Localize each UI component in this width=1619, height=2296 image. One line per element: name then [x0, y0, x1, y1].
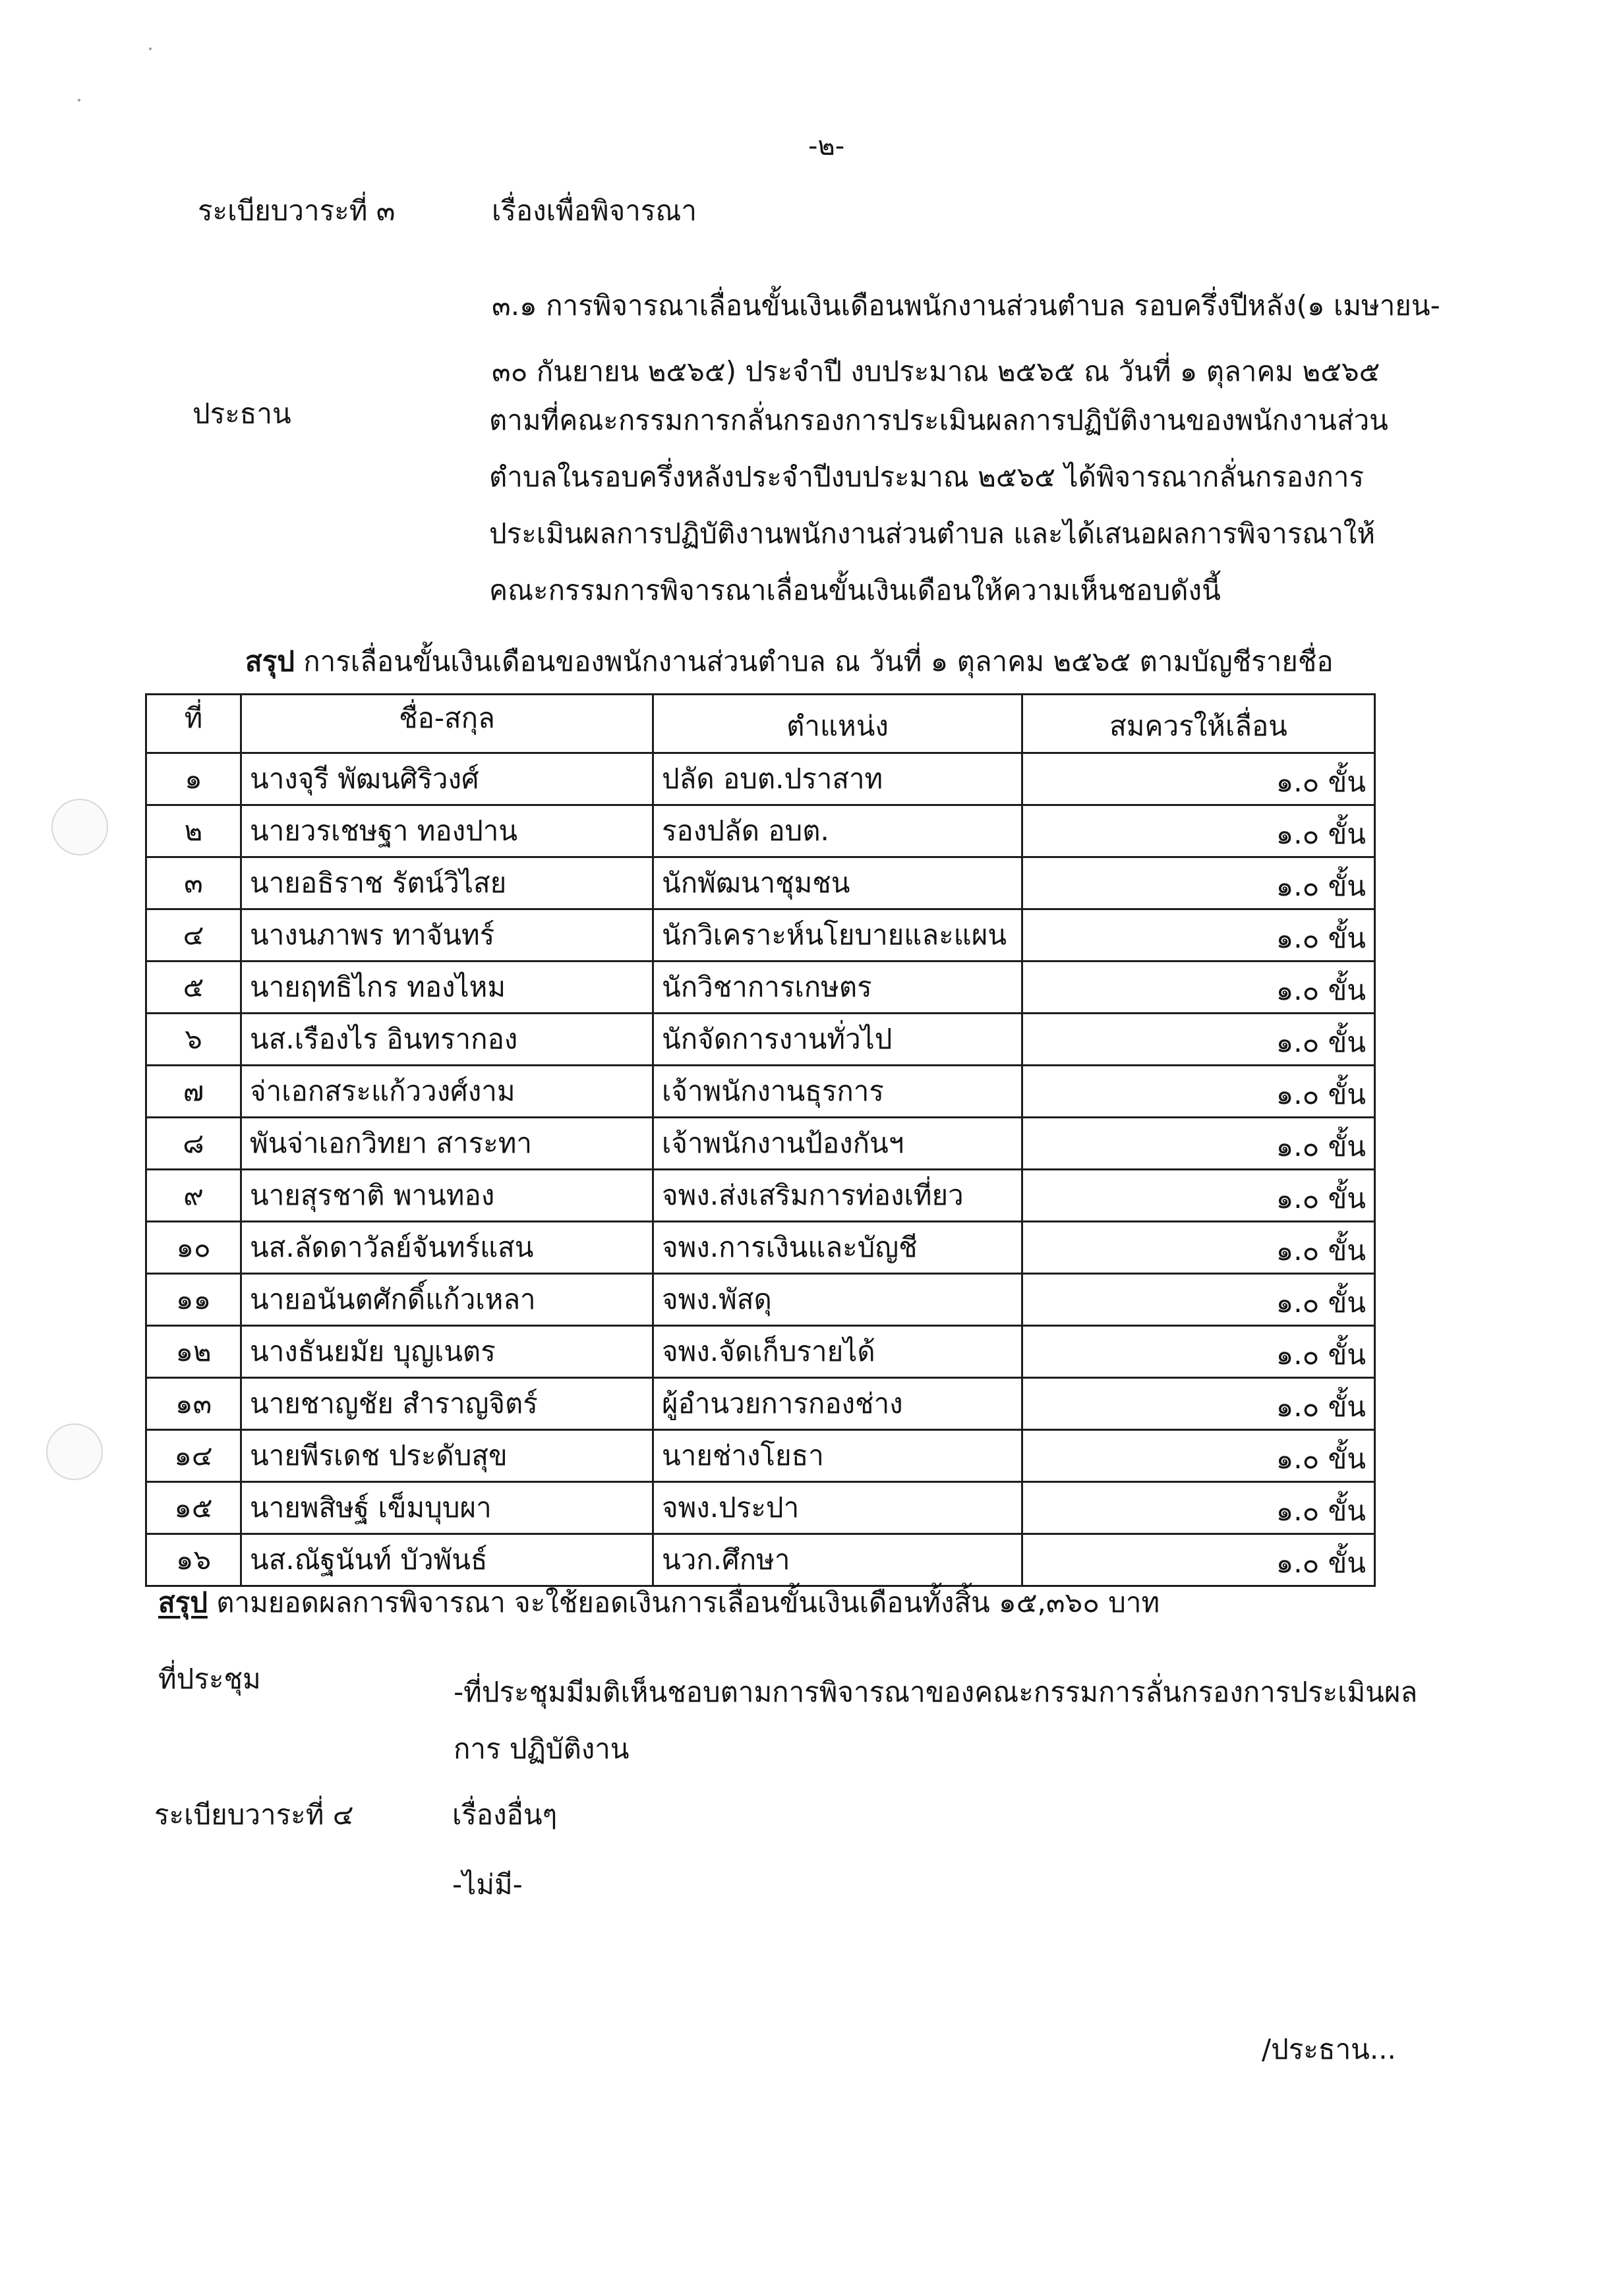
table-row — [146, 1066, 1375, 1118]
table-row — [146, 1014, 1375, 1066]
meeting-line2: การ ปฏิบัติงาน — [454, 1733, 630, 1765]
cell-position: ปลัด อบต.ปราสาท — [653, 753, 1022, 805]
cell-position: จพง.พัสดุ — [653, 1274, 1022, 1326]
cell-position: จพง.ประปา — [653, 1482, 1022, 1534]
header-name: ชื่อ-สกุล — [241, 695, 653, 753]
chair-line: คณะกรรมการพิจารณาเลื่อนขั้นเงินเดือนให้ความเห็นชอบดังนี้ — [489, 574, 1221, 606]
agenda4-label: ระเบียบวาระที่ ๔ — [154, 1798, 354, 1831]
cell-no: ๕ — [146, 961, 241, 1014]
header-no: ที่ — [146, 695, 241, 753]
chair-line: ตำบลในรอบครึ่งหลังประจำปีงบประมาณ ๒๕๖๕ ได้พิจารณากลั่นกรองการ — [489, 461, 1364, 493]
cell-position: จพง.การเงินและบัญชี — [653, 1222, 1022, 1274]
cell-name: นายวรเชษฐา ทองปาน — [241, 805, 653, 857]
cell-no: ๑๕ — [146, 1482, 241, 1534]
cell-no: ๙ — [146, 1170, 241, 1222]
table-row — [146, 1482, 1375, 1534]
table-row — [146, 753, 1375, 805]
summary2 — [158, 1584, 1160, 1621]
cell-no: ๔ — [146, 909, 241, 961]
summary1 — [245, 643, 1334, 680]
cell-position: ผู้อำนวยการกองช่าง — [653, 1378, 1022, 1430]
cell-name: พันจ่าเอกวิทยา สาระทา — [241, 1118, 653, 1170]
table-row — [146, 1534, 1375, 1586]
cell-name: นางนภาพร ทาจันทร์ — [241, 909, 653, 961]
cell-name: นางจุรี พัฒนศิริวงศ์ — [241, 753, 653, 805]
cell-name: นายพสิษฐ์ เข็มบุบผา — [241, 1482, 653, 1534]
cell-result: ๑.๐ ขั้น — [1022, 1014, 1375, 1066]
cell-name: นายพีรเดช ประดับสุข — [241, 1430, 653, 1482]
cell-no: ๑๒ — [146, 1326, 241, 1378]
table-header-row — [146, 695, 1375, 753]
table-row — [146, 1274, 1375, 1326]
cell-no: ๑๖ — [146, 1534, 241, 1586]
punch-hole-top — [51, 799, 108, 855]
summary1-label: สรุป — [245, 645, 295, 677]
cell-result: ๑.๐ ขั้น — [1022, 1378, 1375, 1430]
chair-line: ตามที่คณะกรรมการกลั่นกรองการประเมินผลการปฏิบัติงานของพนักงานส่วน — [489, 404, 1388, 436]
table-row — [146, 1378, 1375, 1430]
cell-result: ๑.๐ ขั้น — [1022, 961, 1375, 1014]
cell-result: ๑.๐ ขั้น — [1022, 1534, 1375, 1586]
cell-result: ๑.๐ ขั้น — [1022, 1482, 1375, 1534]
summary2-label: สรุป — [158, 1586, 208, 1619]
cell-no: ๓ — [146, 857, 241, 909]
cell-no: ๑๓ — [146, 1378, 241, 1430]
table-row — [146, 1170, 1375, 1222]
summary1-text: การเลื่อนขั้นเงินเดือนของพนักงานส่วนตำบล ณ วันที่ ๑ ตุลาคม ๒๕๖๕ ตามบัญชีรายชื่อ — [303, 645, 1334, 677]
cell-result: ๑.๐ ขั้น — [1022, 1066, 1375, 1118]
cell-result: ๑.๐ ขั้น — [1022, 1326, 1375, 1378]
cell-name: นส.ณัฐนันท์ บัวพันธ์ — [241, 1534, 653, 1586]
cell-position: รองปลัด อบต. — [653, 805, 1022, 857]
cell-no: ๑๐ — [146, 1222, 241, 1274]
cell-name: นส.เรืองไร อินทรากอง — [241, 1014, 653, 1066]
table-row — [146, 961, 1375, 1014]
agenda4-none: -ไม่มี- — [452, 1868, 523, 1901]
chair-line: ประเมินผลการปฏิบัติงานพนักงานส่วนตำบล และได้เสนอผลการพิจารณาให้ — [489, 517, 1375, 550]
cell-position: นักวิเคราะห์นโยบายและแผน — [653, 909, 1022, 961]
cell-result: ๑.๐ ขั้น — [1022, 805, 1375, 857]
table-row — [146, 1118, 1375, 1170]
agenda3-title: เรื่องเพื่อพิจารณา — [492, 194, 697, 227]
cell-name: นายสุรชาติ พานทอง — [241, 1170, 653, 1222]
cell-result: ๑.๐ ขั้น — [1022, 1170, 1375, 1222]
meeting-line1: -ที่ประชุมมีมติเห็นชอบตามการพิจารณาของคณะกรรมการลั่นกรองการประเมินผล — [454, 1676, 1418, 1708]
cell-position: เจ้าพนักงานป้องกันฯ — [653, 1118, 1022, 1170]
cell-result: ๑.๐ ขั้น — [1022, 753, 1375, 805]
agenda3-item-line2: ๓๐ กันยายน ๒๕๖๕) ประจำปี งบประมาณ ๒๕๖๕ ณ วันที่ ๑ ตุลาคม ๒๕๖๕ — [492, 355, 1380, 387]
punch-hole-bottom — [46, 1423, 103, 1480]
summary2-text: ตามยอดผลการพิจารณา จะใช้ยอดเงินการเลื่อนขั้นเงินเดือนทั้งสิ้น ๑๕,๓๖๐ บาท — [216, 1586, 1160, 1619]
cell-result: ๑.๐ ขั้น — [1022, 1274, 1375, 1326]
meeting-label: ที่ประชุม — [158, 1663, 261, 1695]
cell-name: นายฤทธิไกร ทองไหม — [241, 961, 653, 1014]
cell-position: นวก.ศึกษา — [653, 1534, 1022, 1586]
cell-result: ๑.๐ ขั้น — [1022, 1430, 1375, 1482]
cell-position: จพง.ส่งเสริมการท่องเที่ยว — [653, 1170, 1022, 1222]
cell-no: ๗ — [146, 1066, 241, 1118]
cell-name: นายอนันตศักดิ์แก้วเหลา — [241, 1274, 653, 1326]
table-row — [146, 1326, 1375, 1378]
cell-result: ๑.๐ ขั้น — [1022, 1118, 1375, 1170]
cell-name: นางธันยมัย บุญเนตร — [241, 1326, 653, 1378]
table-row — [146, 1222, 1375, 1274]
scan-speck — [78, 99, 80, 101]
chair-label: ประธาน — [192, 397, 291, 430]
cell-no: ๑๔ — [146, 1430, 241, 1482]
agenda4-title: เรื่องอื่นๆ — [452, 1798, 558, 1831]
cell-position: นักวิชาการเกษตร — [653, 961, 1022, 1014]
table-row — [146, 1430, 1375, 1482]
salary-step-table — [145, 693, 1376, 1587]
scan-speck — [149, 47, 152, 50]
cell-result: ๑.๐ ขั้น — [1022, 1222, 1375, 1274]
cell-result: ๑.๐ ขั้น — [1022, 909, 1375, 961]
cell-name: นายอธิราช รัตน์วิไสย — [241, 857, 653, 909]
cell-name: จ่าเอกสระแก้ววงศ์งาม — [241, 1066, 653, 1118]
cell-position: นักจัดการงานทั่วไป — [653, 1014, 1022, 1066]
cell-position: เจ้าพนักงานธุรการ — [653, 1066, 1022, 1118]
cell-result: ๑.๐ ขั้น — [1022, 857, 1375, 909]
cell-no: ๒ — [146, 805, 241, 857]
cell-no: ๘ — [146, 1118, 241, 1170]
cell-position: นักพัฒนาชุมชน — [653, 857, 1022, 909]
cell-position: นายช่างโยธา — [653, 1430, 1022, 1482]
cell-name: นายชาญชัย สำราญจิตร์ — [241, 1378, 653, 1430]
table-row — [146, 805, 1375, 857]
cell-position: จพง.จัดเก็บรายได้ — [653, 1326, 1022, 1378]
header-position: ตำแหน่ง — [653, 695, 1022, 753]
table-row — [146, 909, 1375, 961]
cell-no: ๑ — [146, 753, 241, 805]
header-result: สมควรให้เลื่อน — [1022, 695, 1375, 753]
table-row — [146, 857, 1375, 909]
continuation-note: /ประธาน... — [1262, 2033, 1396, 2065]
agenda3-label: ระเบียบวาระที่ ๓ — [198, 194, 396, 227]
page-number: -๒- — [808, 131, 845, 161]
cell-name: นส.ลัดดาวัลย์จันทร์แสน — [241, 1222, 653, 1274]
cell-no: ๑๑ — [146, 1274, 241, 1326]
cell-no: ๖ — [146, 1014, 241, 1066]
agenda3-item-line1: ๓.๑ การพิจารณาเลื่อนขั้นเงินเดือนพนักงานส่วนตำบล รอบครึ่งปีหลัง(๑ เมษายน- — [492, 289, 1440, 322]
